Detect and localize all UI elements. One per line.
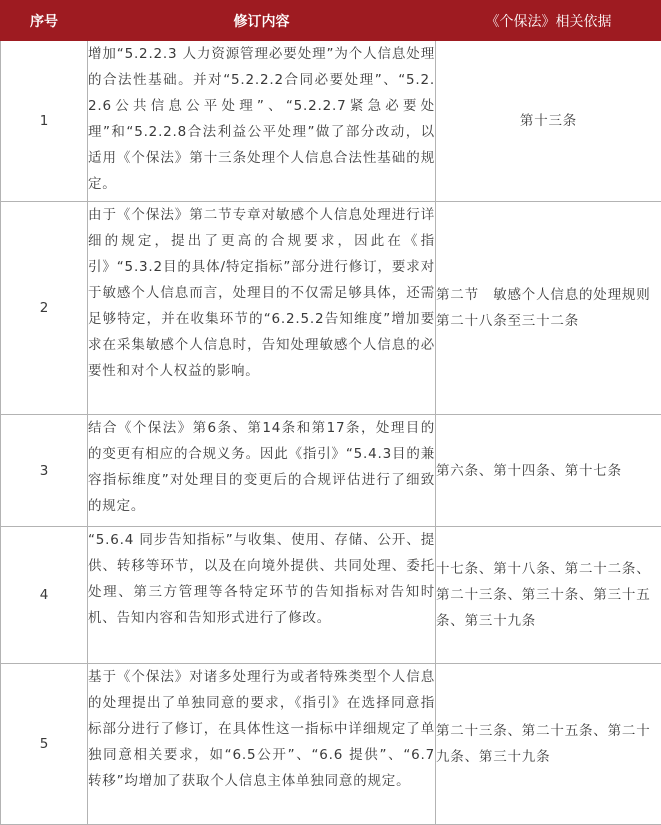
header-basis: 《个保法》相关依据 — [436, 1, 661, 41]
row-number: 5 — [1, 664, 88, 825]
row-number: 3 — [1, 415, 88, 527]
table-row — [1, 202, 661, 415]
row-basis — [436, 202, 661, 415]
row-basis — [436, 527, 661, 664]
row-content: 增加“5.2.2.3 人力资源管理必要处理”为个人信息处理的合法性基础。并对“5.2.2.2合同必要处理”、“5.2.2.6公共信息公平处理”、“5.2.2.7紧急必要处理”和“5.2.2.8合法利益公平处理”做了部分改动，以适用《个保法》第十三条处理个人信息合法性基础的规定。 — [88, 41, 436, 202]
table-row — [1, 415, 661, 527]
table-row — [1, 664, 661, 825]
row-basis — [436, 41, 661, 202]
row-number: 2 — [1, 202, 88, 415]
row-content: 由于《个保法》第二节专章对敏感个人信息处理进行详细的规定，提出了更高的合规要求，因此在《指引》“5.3.2目的具体/特定指标”部分进行修订，要求对于敏感个人信息而言，处理目的不仅需足够具体，还需足够特定，并在收集环节的“6.2.5.2告知维度”增加要求在采集敏感个人信息时，告知处理敏感个人信息的必要性和对个人权益的影响。 — [88, 202, 436, 415]
basis-line: 十七条、第十八条、第二十二条、第二十三条、第三十条、第三十五条、第三十九条 — [436, 556, 661, 634]
table-row — [1, 527, 661, 664]
table-body — [1, 41, 661, 825]
basis-line: 第六条、第十四条、第十七条 — [436, 458, 661, 484]
basis-line: 第二十八条至三十二条 — [436, 308, 661, 334]
basis-line: 第十三条 — [436, 108, 661, 134]
row-content: 结合《个保法》第6条、第14条和第17条，处理目的的变更有相应的合规义务。因此《指引》“5.4.3目的兼容指标维度”对处理目的变更后的合规评估进行了细致的规定。 — [88, 415, 436, 527]
row-content: “5.6.4 同步告知指标”与收集、使用、存储、公开、提供、转移等环节，以及在向境外提供、共同处理、委托处理、第三方管理等各特定环节的告知指标对告知时机、告知内容和告知形式进行了修改。 — [88, 527, 436, 664]
row-basis — [436, 664, 661, 825]
row-basis — [436, 415, 661, 527]
row-content: 基于《个保法》对诸多处理行为或者特殊类型个人信息的处理提出了单独同意的要求，《指引》在选择同意指标部分进行了修订，在具体性这一指标中详细规定了单独同意相关要求，如“6.5公开”、“6.6 提供”、“6.7 转移”均增加了获取个人信息主体单独同意的规定。 — [88, 664, 436, 825]
header-number: 序号 — [1, 1, 88, 41]
table-row — [1, 41, 661, 202]
basis-line: 第二十三条、第二十五条、第二十九条、第三十九条 — [436, 718, 661, 770]
row-number: 4 — [1, 527, 88, 664]
basis-line: 第二节 敏感个人信息的处理规则 — [436, 282, 661, 308]
row-number: 1 — [1, 41, 88, 202]
header-row — [1, 1, 661, 41]
header-content: 修订内容 — [88, 1, 436, 41]
table-header — [1, 1, 661, 41]
